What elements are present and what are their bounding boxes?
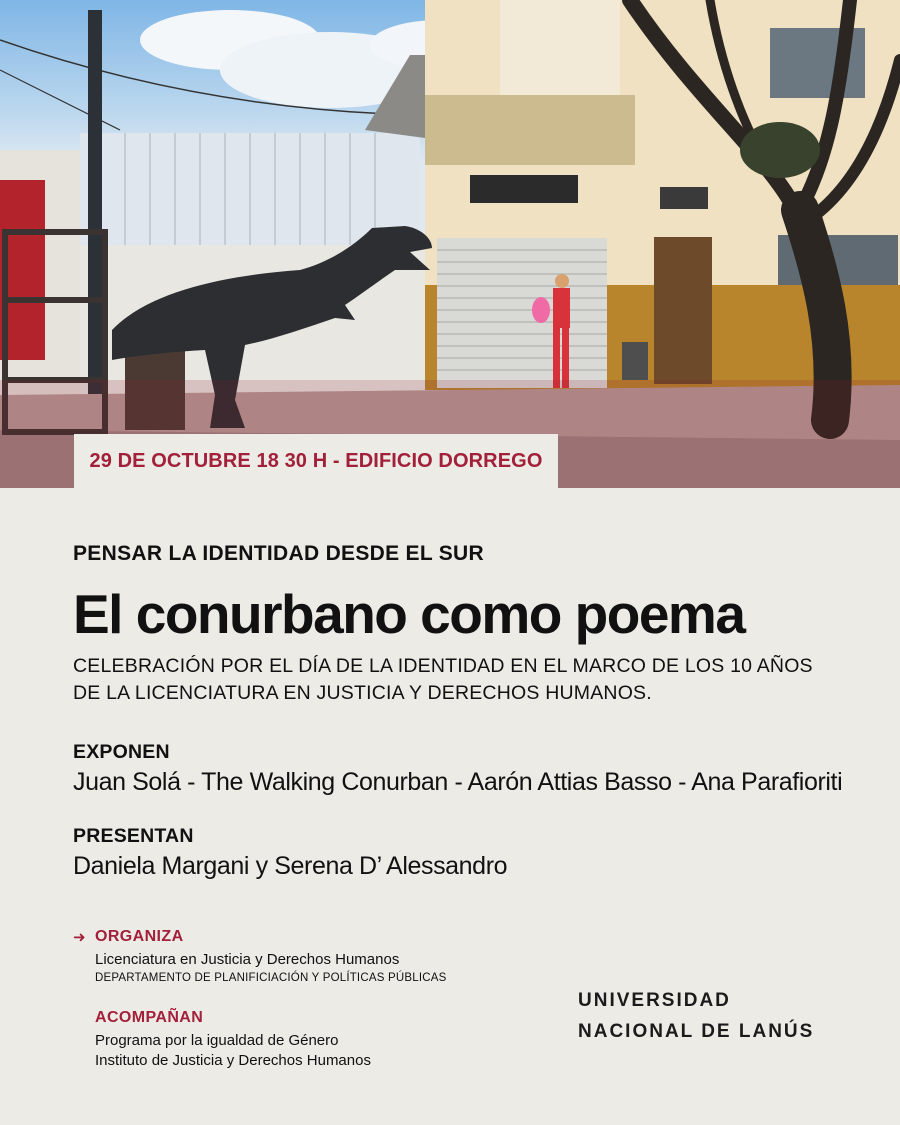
organiza-label: ORGANIZA [95, 928, 184, 945]
exponen-label: EXPONEN [73, 741, 170, 763]
acompanan-line-2: Instituto de Justicia y Derechos Humanos [95, 1052, 371, 1069]
event-description [73, 653, 853, 707]
event-date-text: 29 DE OCTUBRE 18 30 H - EDIFICIO DORREGO [89, 449, 543, 472]
presentan-label: PRESENTAN [73, 825, 194, 847]
event-kicker: PENSAR LA IDENTIDAD DESDE EL SUR [73, 542, 484, 565]
university-line-1: UNIVERSIDAD [578, 990, 731, 1011]
acompanan-heading [73, 1009, 371, 1027]
acompanan-label: ACOMPAÑAN [95, 1009, 204, 1026]
organiza-line-1: Licenciatura en Justicia y Derechos Humanos [95, 951, 400, 968]
university-logo-text [578, 985, 814, 1047]
organiza-line-2: DEPARTAMENTO DE PLANIFICIACIÓN Y POLÍTICAS PÚBLICAS [95, 972, 447, 984]
exponen-names: Juan Solá - The Walking Conurban - Aarón Attias Basso - Ana Parafioriti [73, 768, 843, 796]
organiza-block [73, 928, 446, 986]
description-line-2: DE LA LICENCIATURA EN JUSTICIA Y DERECHOS HUMANOS. [73, 682, 652, 704]
description-line-1: CELEBRACIÓN POR EL DÍA DE LA IDENTIDAD EN EL MARCO DE LOS 10 AÑOS [73, 655, 813, 677]
acompanan-block [73, 1009, 371, 1071]
presentan-names: Daniela Margani y Serena D’ Alessandro [73, 852, 508, 880]
date-banner [74, 434, 558, 488]
header-photo [0, 0, 900, 488]
street-scene-illustration [0, 0, 900, 488]
organiza-heading [73, 928, 446, 946]
university-line-2: NACIONAL DE LANÚS [578, 1021, 815, 1042]
event-title: El conurbano como poema [73, 583, 745, 645]
acompanan-line-1: Programa por la igualdad de Género [95, 1032, 339, 1049]
arrow-right-icon: ➜ [73, 929, 86, 946]
